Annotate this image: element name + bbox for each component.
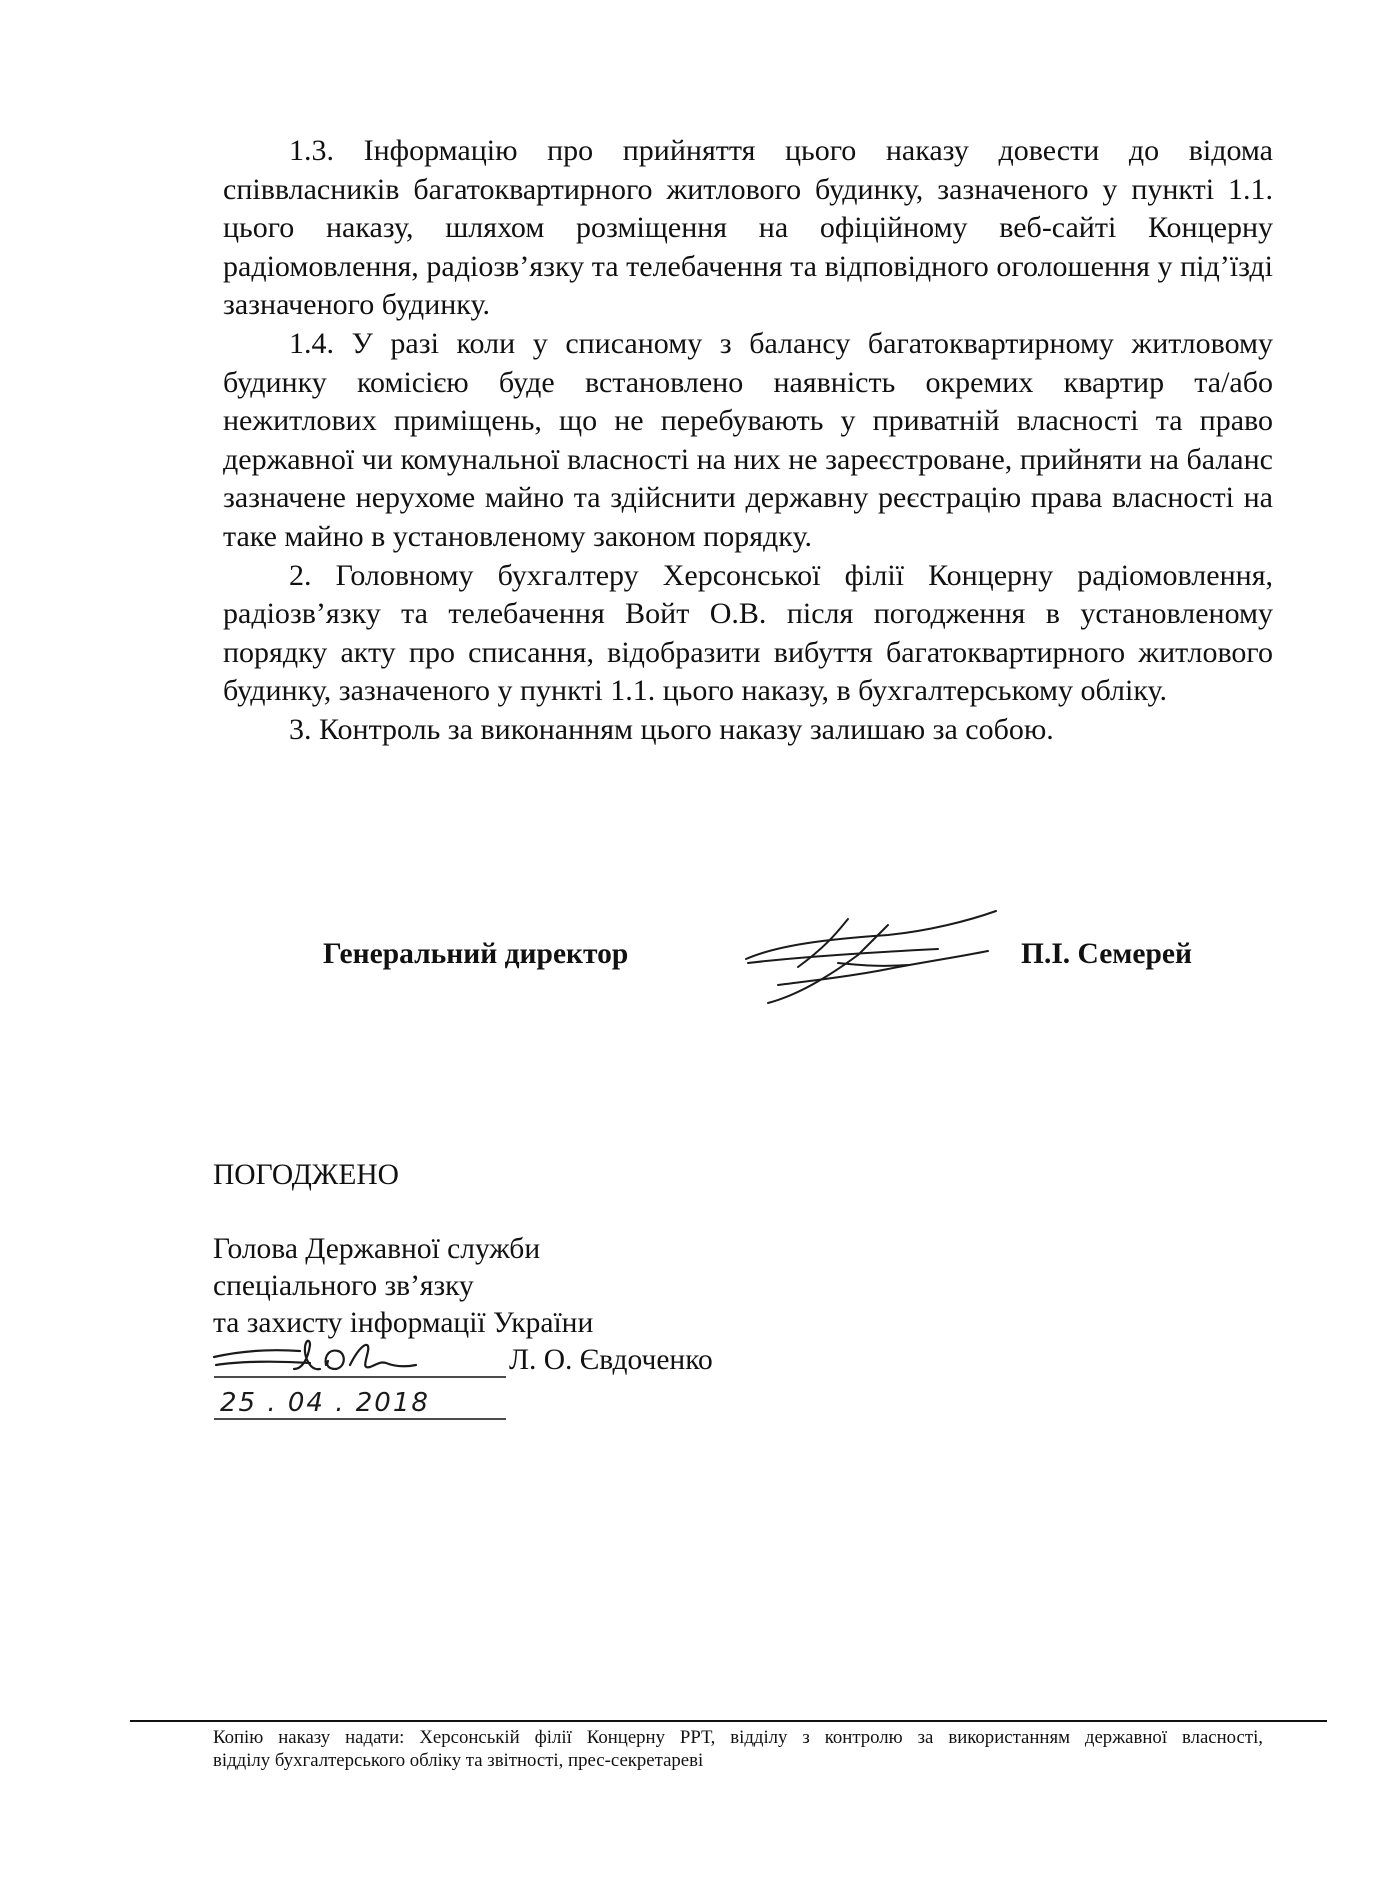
signatory-position: Генеральний директор [323, 938, 629, 970]
approver-signature [210, 1335, 510, 1383]
footer-note [213, 1726, 1263, 1772]
footer-line-1: Копію наказу надати: Херсонській філії Концерну РРТ, відділу з контролю за використанням державної власності, [213, 1727, 1263, 1748]
approval-title-line: Голова Державної служби [213, 1233, 541, 1265]
footer-line-2: відділу бухгалтерського обліку та звітності, прес-секретареві [213, 1750, 704, 1771]
approval-title-line: та захисту інформації України [213, 1307, 594, 1339]
signatory-name: П.І. Семерей [1021, 938, 1192, 970]
approver-name: Л. О. Євдоченко [509, 1344, 713, 1376]
approval-heading: ПОГОДЖЕНО [213, 1159, 399, 1191]
footer-divider [130, 1720, 1327, 1722]
paragraph-3: 3. Контроль за виконанням цього наказу залишаю за собою. [289, 712, 1054, 746]
approval-title-line: спеціального зв’язку [213, 1270, 474, 1302]
approval-date-text: 25 . 04 . 2018 [220, 1388, 430, 1418]
paragraph-1-4: 1.4. У разі коли у списаному з балансу багатоквартирному житловому будинку комісією буде встановлено наявність окремих квартир та/або нежитлових приміщень, що не перебувають у приватній власності та право державної чи комунальної власності на них не зареєстроване, прийняти на баланс зазначене нерухоме майно та здійснити державну реєстрацію права власності на таке майно в установленому законом порядку. [223, 326, 1273, 553]
paragraph-2: 2. Головному бухгалтеру Херсонської філії Концерну радіомовлення, радіозв’язку та телебачення Войт О.В. після погодження в установленому порядку акту про списання, відобразити вибуття багатоквартирного житлового будинку, зазначеного у пункті 1.1. цього наказу, в бухгалтерському обліку. [223, 558, 1273, 708]
approval-date-handwritten [210, 1383, 510, 1425]
paragraph-1-3: 1.3. Інформацію про прийняття цього наказу довести до відома співвласників багатоквартирного житлового будинку, зазначеного у пункті 1.1. цього наказу, шляхом розміщення на офіційному веб-сайті Концерну радіомовлення, радіозв’язку та телебачення та відповідного оголошення у під’їзді зазначеного будинку. [223, 134, 1273, 322]
order-body [223, 132, 1273, 750]
director-signature [738, 905, 1008, 1015]
